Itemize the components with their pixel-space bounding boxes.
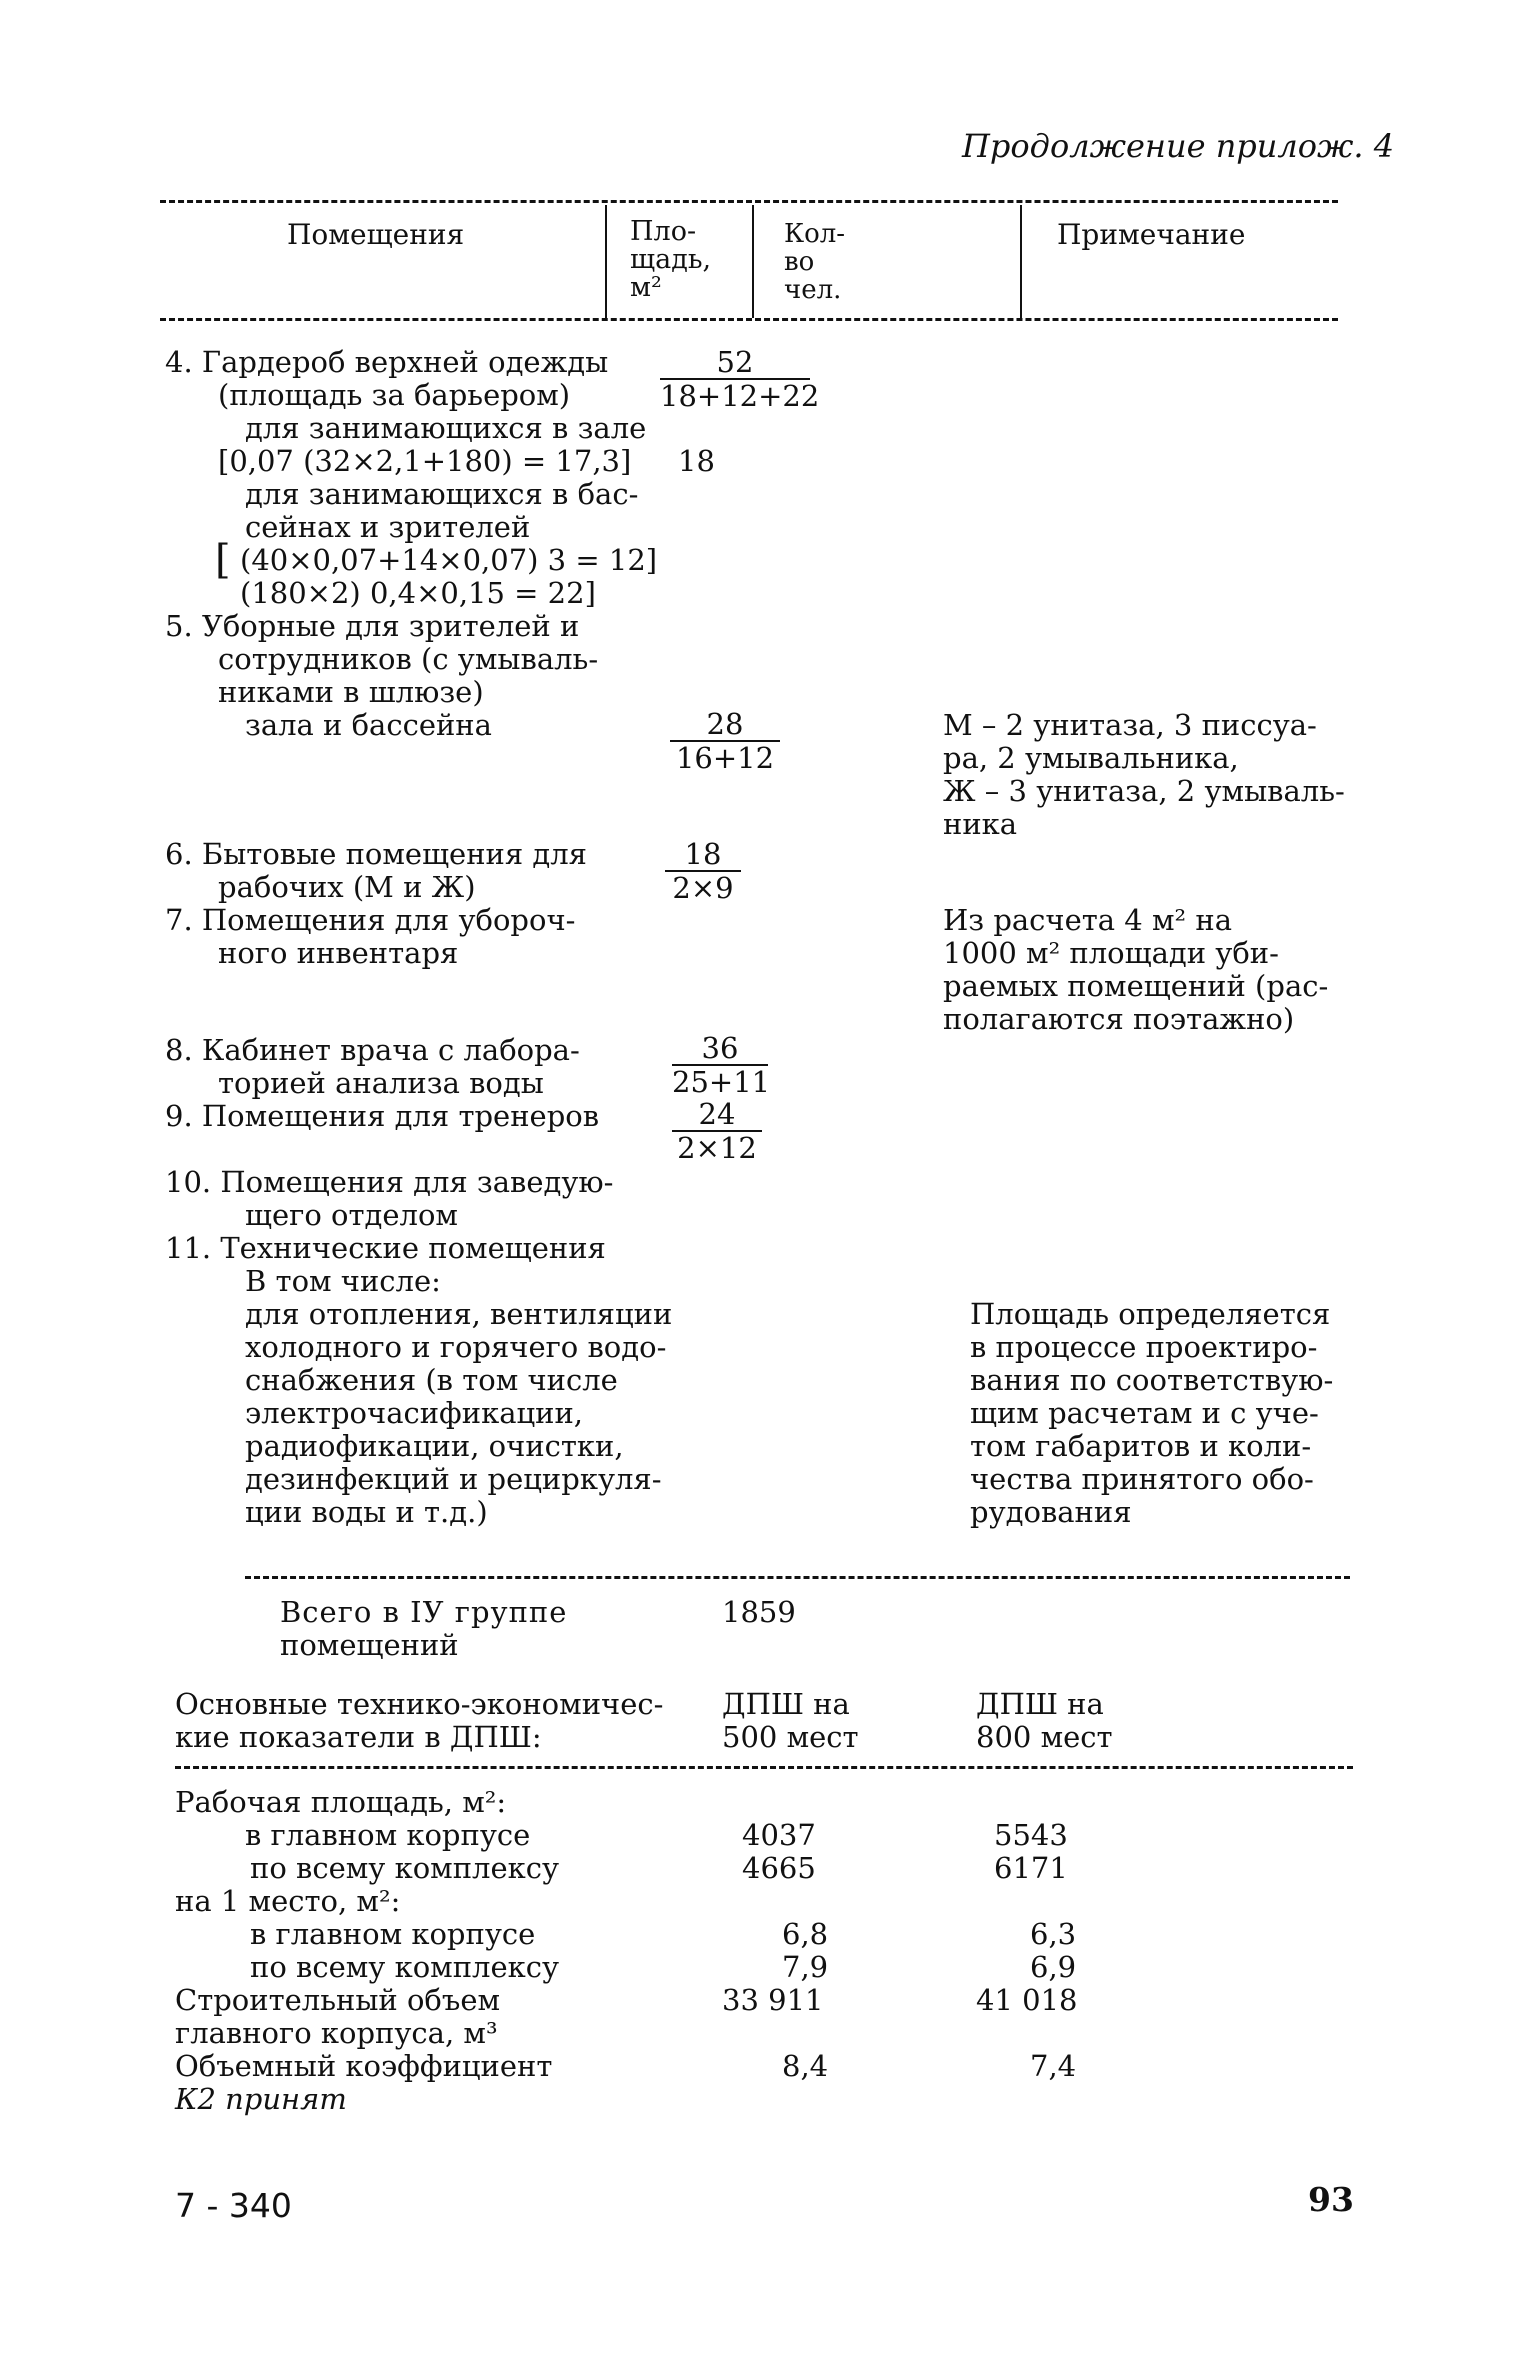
- item-5-note-line1: М – 2 унитаза, 3 писсуа-: [943, 708, 1317, 742]
- item-11-line7: радиофикации, очистки,: [245, 1429, 624, 1463]
- item-5-note-line2: ра, 2 умывальника,: [943, 741, 1239, 775]
- main-building-label: в главном корпусе: [245, 1818, 531, 1852]
- indicators-header-line2: кие показатели в ДПШ:: [175, 1720, 542, 1754]
- item-7-note-line3: раемых помещений (рас-: [943, 969, 1329, 1003]
- value-800-whole-seat: 6,9: [1030, 1950, 1077, 1984]
- item-8-area-num: 36: [672, 1032, 768, 1066]
- item-11-note-line3: вания по соответствую-: [970, 1363, 1334, 1397]
- item-5-line1: 5. Уборные для зрителей и: [165, 609, 580, 643]
- item-11-line1: 11. Технические помещения: [165, 1231, 606, 1265]
- item-11-line3: для отопления, вентиляции: [245, 1297, 673, 1331]
- item-4-line6: сейнах и зрителей: [245, 510, 531, 544]
- volume-label-line2: главного корпуса, м³: [175, 2016, 498, 2050]
- item-5-area-num: 28: [670, 708, 780, 742]
- total-label-line2: помещений: [280, 1628, 459, 1662]
- item-11-line9: ции воды и т.д.): [245, 1495, 488, 1529]
- item-11-line8: дезинфекций и рециркуля-: [245, 1462, 662, 1496]
- item-5-area-den: 16+12: [675, 741, 775, 775]
- item-9-area: [672, 1098, 762, 1164]
- value-500-main-seat: 6,8: [782, 1917, 829, 1951]
- header-area-line2: щадь,: [630, 244, 712, 275]
- item-5-line2: сотрудников (с умываль-: [218, 642, 599, 676]
- item-4-line5: для занимающихся в бас-: [245, 477, 639, 511]
- item-11-line5: снабжения (в том числе: [245, 1363, 618, 1397]
- table-top-rule: [160, 200, 1338, 203]
- item-4-line3: для занимающихся в зале: [245, 411, 647, 445]
- item-4-bracket: [: [215, 537, 231, 583]
- table-header-bottom-rule: [160, 318, 1338, 321]
- item-11-note-line6: чества принятого обо-: [970, 1462, 1314, 1496]
- col-800-line2: 800 мест: [976, 1720, 1113, 1754]
- item-11-note-line7: рудования: [970, 1495, 1132, 1529]
- item-7-note-line4: полагаются поэтажно): [943, 1002, 1295, 1036]
- whole-complex-seat-label: по всему комплексу: [250, 1950, 560, 1984]
- col-500-line2: 500 мест: [722, 1720, 859, 1754]
- header-rooms: Помещения: [287, 218, 465, 251]
- header-count-line1: Кол-: [784, 219, 846, 249]
- header-count-line3: чел.: [784, 275, 842, 305]
- item-11-note-line2: в процессе проектиро-: [970, 1330, 1318, 1364]
- item-4-area-den: 18+12+22: [660, 379, 820, 413]
- item-4-area: [660, 345, 820, 413]
- item-9-area-den: 2×12: [677, 1131, 757, 1165]
- value-500-whole: 4665: [742, 1851, 816, 1885]
- item-4-line7: (40×0,07+14×0,07) 3 = 12]: [240, 543, 658, 577]
- item-6-line1: 6. Бытовые помещения для: [165, 837, 587, 871]
- item-8-area-den: 25+11: [672, 1065, 771, 1099]
- item-4-line2: (площадь за барьером): [218, 378, 571, 412]
- value-800-volume: 41 018: [976, 1983, 1078, 2017]
- main-building-seat-label: в главном корпусе: [250, 1917, 536, 1951]
- indicators-rule: [175, 1766, 1353, 1769]
- item-5-line4: зала и бассейна: [245, 708, 492, 742]
- value-800-main-seat: 6,3: [1030, 1917, 1077, 1951]
- indicators-header-line1: Основные технико-экономичес-: [175, 1687, 664, 1721]
- item-11-line2: В том числе:: [245, 1264, 441, 1298]
- value-500-coef: 8,4: [782, 2049, 829, 2083]
- volume-label-line1: Строительный объем: [175, 1983, 501, 2017]
- item-4-sub-area: 18: [678, 444, 715, 478]
- col-500-line1: ДПШ на: [722, 1687, 850, 1721]
- item-11-line6: электрочасификации,: [245, 1396, 584, 1430]
- item-9-line1: 9. Помещения для тренеров: [165, 1099, 600, 1133]
- item-6-area-num: 18: [665, 838, 741, 872]
- item-9-area-num: 24: [672, 1098, 762, 1132]
- col-800-line1: ДПШ на: [976, 1687, 1104, 1721]
- item-6-area: [665, 838, 741, 904]
- item-8-line2: торией анализа воды: [218, 1066, 544, 1100]
- running-header: Продолжение прилож. 4: [962, 127, 1395, 165]
- item-10-line1: 10. Помещения для заведую-: [165, 1165, 614, 1199]
- item-8-line1: 8. Кабинет врача с лабора-: [165, 1033, 580, 1067]
- item-7-line1: 7. Помещения для убороч-: [165, 903, 576, 937]
- sheet-code: 7 - 340: [175, 2186, 292, 2225]
- workarea-label: Рабочая площадь, м²:: [175, 1785, 507, 1819]
- header-area-line3: м²: [630, 272, 662, 303]
- item-4-line1: 4. Гардероб верхней одежды: [165, 345, 609, 379]
- item-11-note-line4: щим расчетам и с уче-: [970, 1396, 1319, 1430]
- header-note: Примечание: [1057, 218, 1246, 251]
- item-4-area-num: 52: [660, 346, 810, 380]
- value-500-whole-seat: 7,9: [782, 1950, 829, 1984]
- item-6-line2: рабочих (М и Ж): [218, 870, 476, 904]
- item-5-area: [670, 708, 780, 774]
- header-divider-1: [605, 205, 607, 318]
- total-value: 1859: [722, 1595, 796, 1629]
- total-rule: [245, 1576, 1350, 1579]
- item-4-line4: [0,07 (32×2,1+180) = 17,3]: [218, 444, 632, 478]
- per-seat-label: на 1 место, м²:: [175, 1884, 401, 1918]
- item-7-note-line2: 1000 м² площади уби-: [943, 936, 1279, 970]
- item-4-line8: (180×2) 0,4×0,15 = 22]: [240, 576, 596, 610]
- total-label-line1: Всего в IУ группе: [280, 1595, 568, 1629]
- header-divider-3: [1020, 205, 1022, 318]
- item-11-note-line1: Площадь определяется: [970, 1297, 1331, 1331]
- value-800-whole: 6171: [994, 1851, 1068, 1885]
- item-10-line2: щего отделом: [245, 1198, 458, 1232]
- value-500-main: 4037: [742, 1818, 816, 1852]
- item-11-line4: холодного и горячего водо-: [245, 1330, 667, 1364]
- item-5-note-line4: ника: [943, 807, 1018, 841]
- item-7-line2: ного инвентаря: [218, 936, 459, 970]
- header-count-line2: во: [784, 247, 815, 277]
- item-8-area: [672, 1031, 771, 1099]
- item-6-area-den: 2×9: [672, 871, 734, 905]
- whole-complex-label: по всему комплексу: [250, 1851, 560, 1885]
- coef-label-line1: Объемный коэффициент: [175, 2049, 553, 2083]
- item-11-note-line5: том габаритов и коли-: [970, 1429, 1312, 1463]
- coef-label-line2: К2 принят: [175, 2082, 347, 2116]
- header-area-line1: Пло-: [630, 216, 697, 247]
- value-800-main: 5543: [994, 1818, 1068, 1852]
- value-800-coef: 7,4: [1030, 2049, 1077, 2083]
- item-5-line3: никами в шлюзе): [218, 675, 484, 709]
- value-500-volume: 33 911: [722, 1983, 824, 2017]
- item-7-note-line1: Из расчета 4 м² на: [943, 903, 1232, 937]
- page-number: 93: [1308, 2180, 1354, 2219]
- item-5-note-line3: Ж – 3 унитаза, 2 умываль-: [943, 774, 1345, 808]
- header-divider-2: [752, 205, 754, 318]
